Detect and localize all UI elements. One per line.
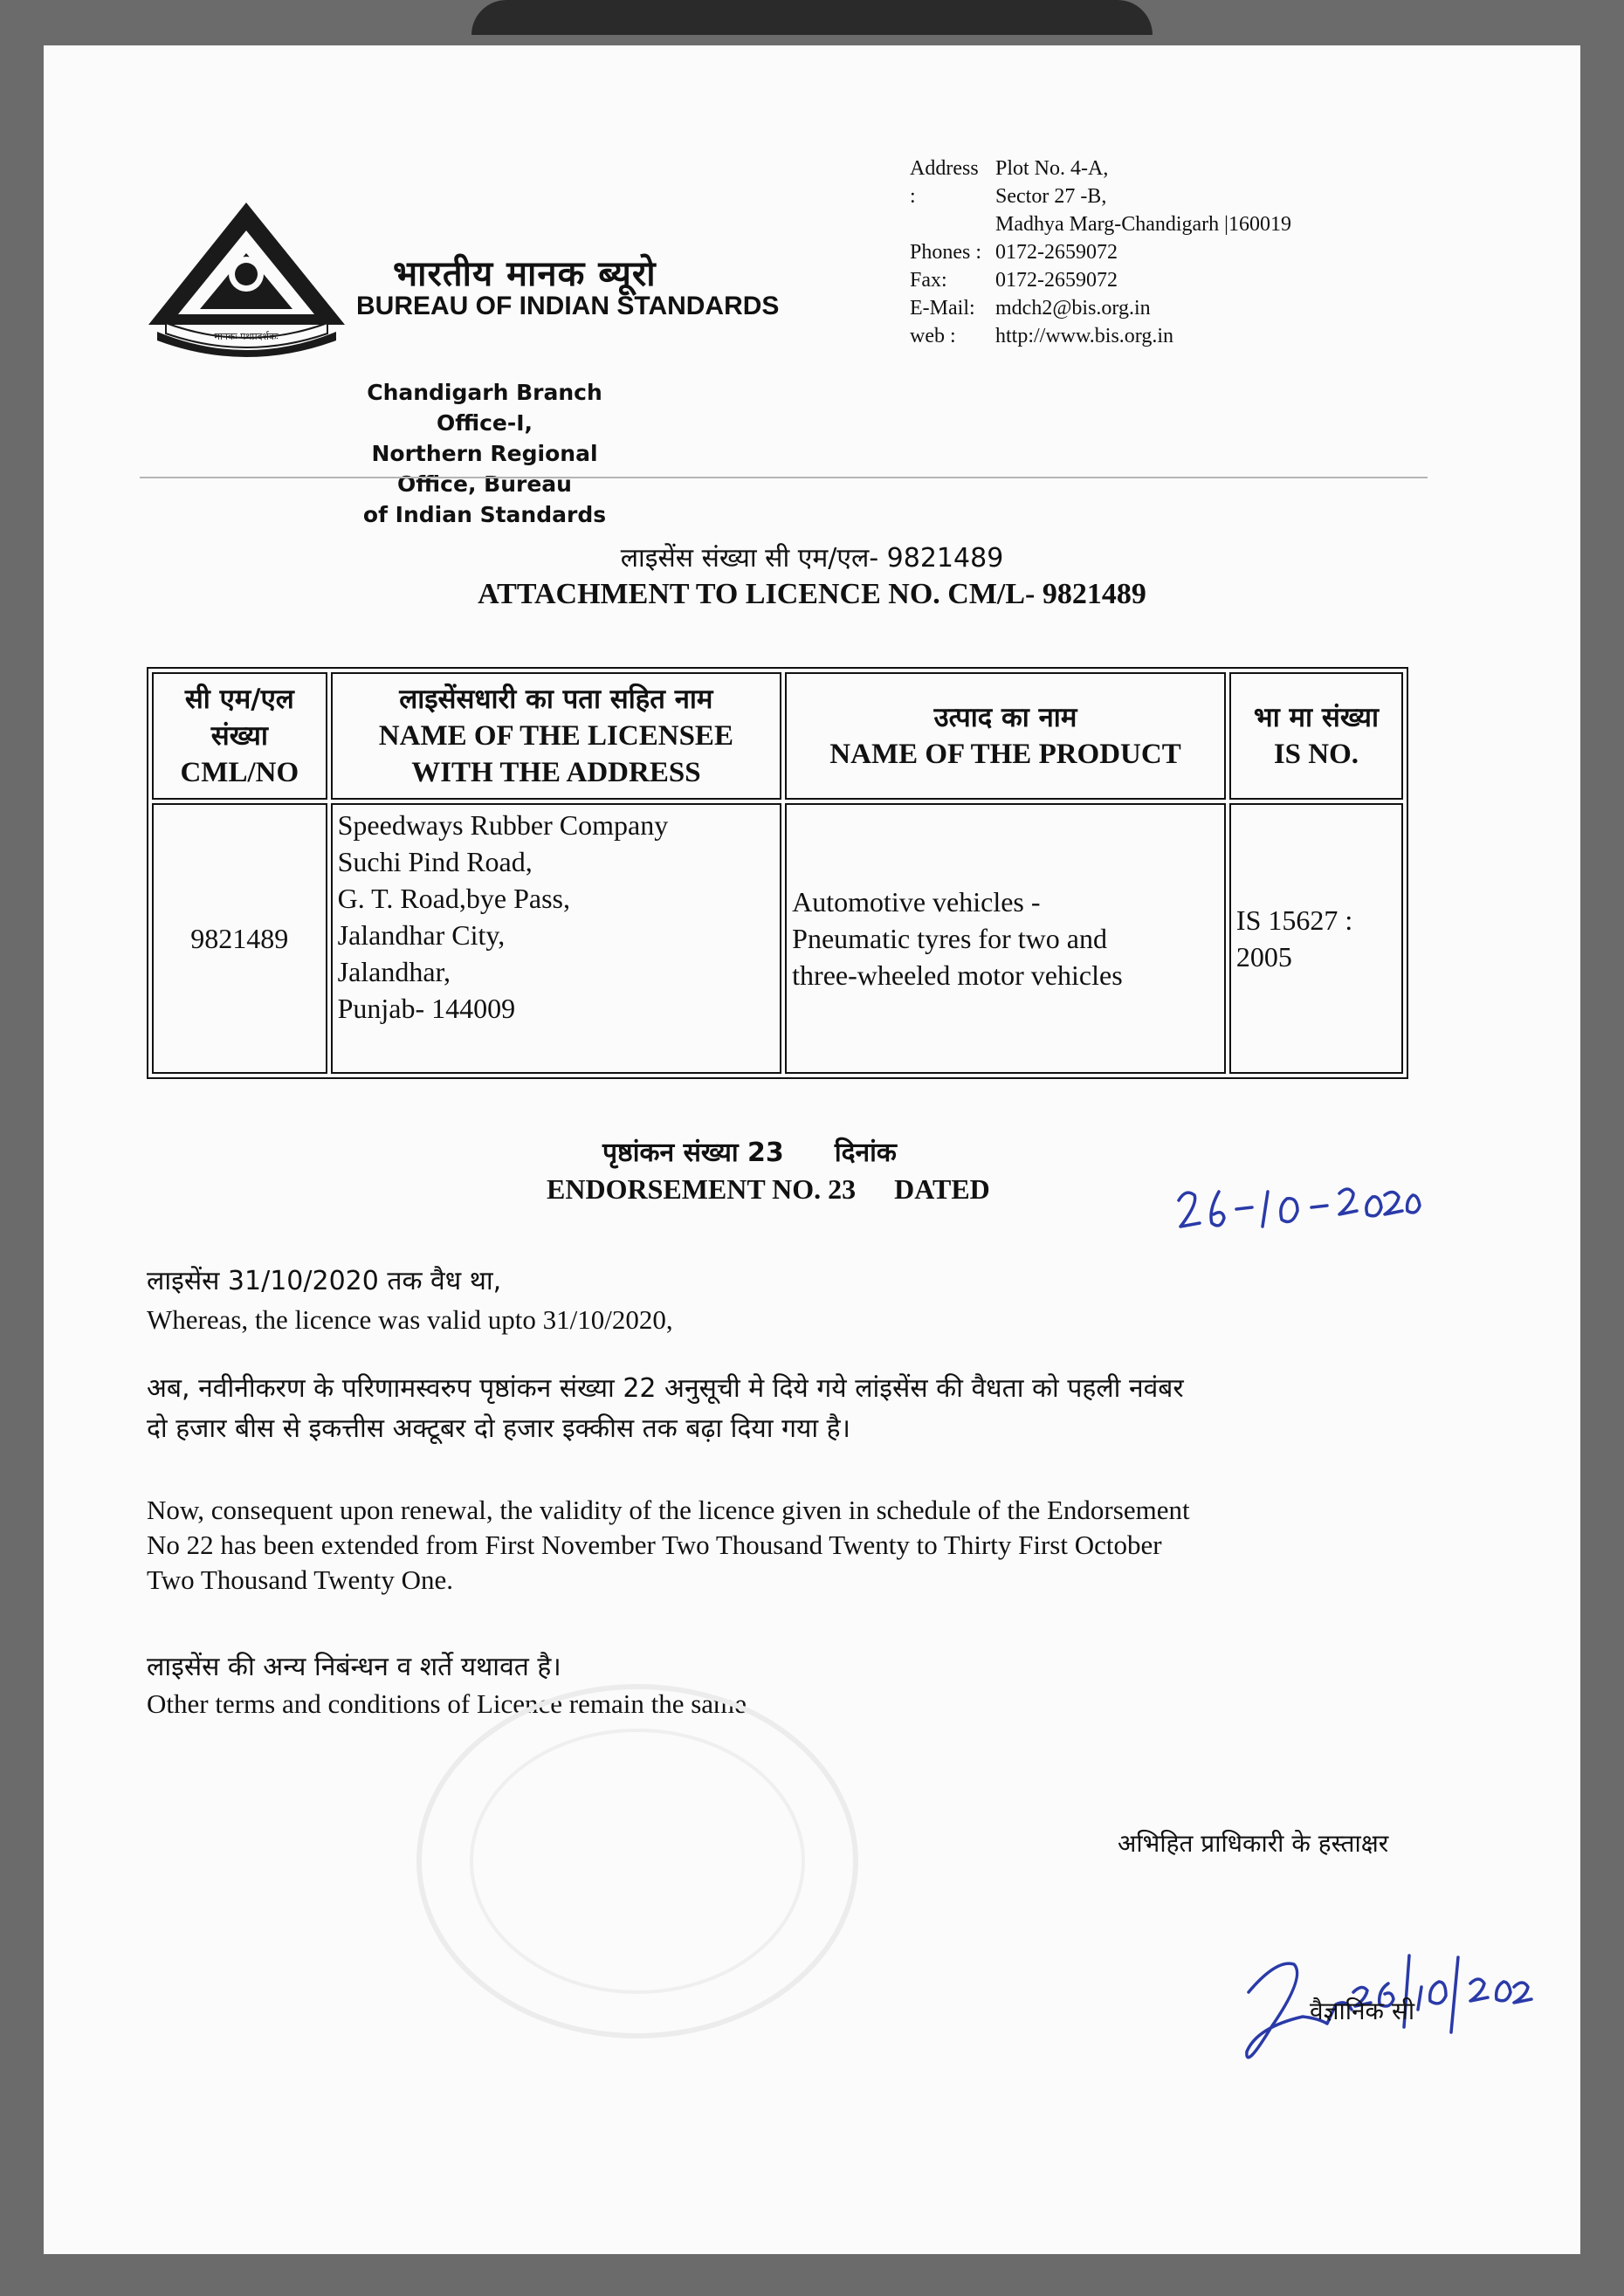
handwritten-date: [1125, 1165, 1421, 1244]
address-colon: :: [910, 185, 916, 208]
branch-line: Northern Regional Office, Bureau: [371, 441, 598, 497]
org-name-hindi: भारतीय मानक ब्यूरो: [393, 254, 657, 294]
address-line: Madhya Marg-Chandigarh |160019: [995, 213, 1291, 236]
contact-block: [910, 155, 1291, 350]
header-cml-no: सी एम/एल संख्या CML/NO: [152, 672, 327, 800]
validity-english: Whereas, the licence was valid upto 31/10/2020,: [147, 1304, 673, 1335]
fax-label: Fax:: [910, 269, 947, 292]
validity-hindi: लाइसेंस 31/10/2020 तक वैध था,: [147, 1266, 502, 1296]
document-frame-tab: [471, 0, 1153, 35]
signature-caption: अभिहित प्राधिकारी के हस्ताक्षर: [1118, 1829, 1389, 1858]
branch-office: [332, 377, 637, 530]
email-label: E-Mail:: [910, 297, 975, 320]
seal-icon: [410, 1678, 864, 2045]
terms-hindi: लाइसेंस की अन्य निबंन्धन व शर्ते यथावत है।: [147, 1652, 561, 1682]
org-name-english: BUREAU OF INDIAN STANDARDS: [356, 292, 780, 320]
endorsement-hindi: पृष्ठांकन संख्या 23 दिनांक: [602, 1138, 897, 1168]
document-page: [44, 45, 1580, 2254]
address-label: Address: [910, 157, 979, 180]
cell-cml-no: 9821489: [152, 803, 327, 1074]
header-licensee: लाइसेंसधारी का पता सहित नाम NAME OF THE LICENSEE WITH THE ADDRESS: [331, 672, 782, 800]
licence-title-english: ATTACHMENT TO LICENCE NO. CM/L- 9821489: [478, 578, 1146, 610]
renewal-english: Now, consequent upon renewal, the validity of the licence given in schedule of the Endorsement No 22 has been extended from First November Two Thousand Twenty to Thirty First October Two Thousand Twenty One.: [147, 1495, 1190, 1595]
bis-logo-icon: [140, 194, 354, 360]
phones-value: 0172-2659072: [995, 241, 1118, 264]
licence-table: [147, 667, 1408, 1079]
branch-line: of Indian Standards: [362, 502, 607, 527]
header-divider: [140, 477, 1428, 478]
phones-label: Phones :: [910, 241, 982, 264]
licence-title-hindi: लाइसेंस संख्या सी एम/एल- 9821489: [620, 543, 1004, 574]
endorsement-english: ENDORSEMENT NO. 23 DATED: [547, 1173, 990, 1205]
cell-product: Automotive vehicles - Pneumatic tyres for two and three-wheeled motor vehicles: [785, 803, 1226, 1074]
header-product: उत्पाद का नाम NAME OF THE PRODUCT: [785, 672, 1226, 800]
branch-line: Chandigarh Branch Office-I,: [367, 380, 602, 436]
terms-english: Other terms and conditions of Licence remain the same.: [147, 1688, 754, 1719]
table-header-row: [152, 672, 1403, 800]
cell-is-no: IS 15627 : 2005: [1229, 803, 1403, 1074]
header-is-no: भा मा संख्या IS NO.: [1229, 672, 1403, 800]
fax-value: 0172-2659072: [995, 269, 1118, 292]
signatory-title: वैज्ञानिक सी: [1310, 1997, 1415, 2025]
web-value: http://www.bis.org.in: [995, 325, 1174, 347]
logo-motto: मानकः पथप्रदर्शकः: [214, 331, 279, 342]
email-value: mdch2@bis.org.in: [995, 297, 1151, 320]
renewal-hindi: अब, नवीनीकरण के परिणामस्वरुप पृष्ठांकन संख्या 22 अनुसूची मे दिये गये लांइसेंस की वैधता को पहली नवंबर दो हजार बीस से इकत्तीस अक्टूबर दो हजार इक्कीस तक बढ़ा दिया गया है।: [147, 1373, 1184, 1444]
table-row: [152, 803, 1403, 1074]
web-label: web :: [910, 325, 956, 347]
cell-licensee: Speedways Rubber Company Suchi Pind Road, G. T. Road,bye Pass, Jalandhar City, Jalandhar, Punjab- 144009: [331, 803, 782, 1074]
address-line: Plot No. 4-A,: [995, 157, 1109, 180]
address-line: Sector 27 -B,: [995, 185, 1107, 208]
